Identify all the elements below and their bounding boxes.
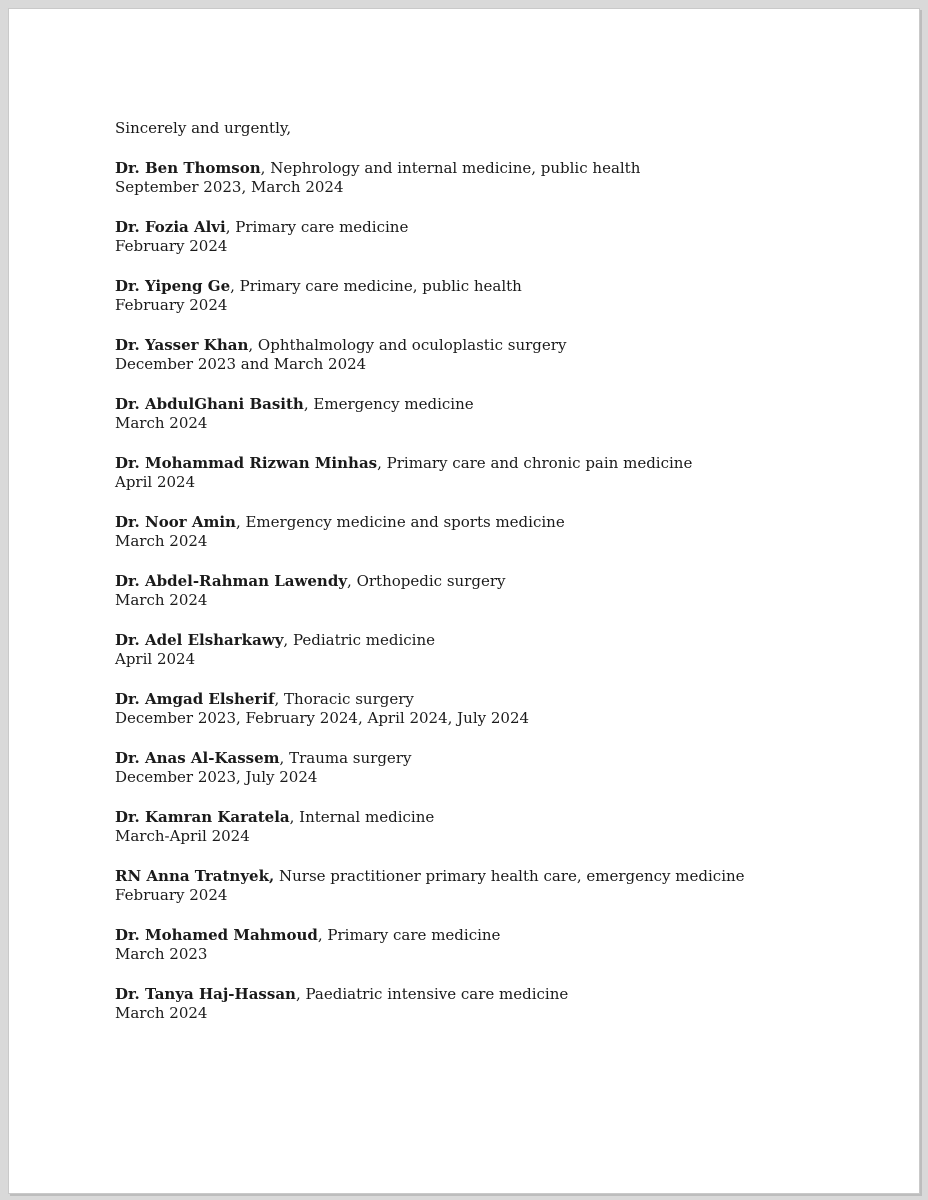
signatory-separator: , bbox=[347, 571, 357, 590]
signatory-separator: , bbox=[289, 807, 300, 826]
signatory-name: Dr. Amgad Elsherif bbox=[115, 689, 275, 708]
signatory-dates: September 2023, March 2024 bbox=[115, 178, 344, 196]
signatory-name: Dr. Abdel-Rahman Lawendy bbox=[115, 571, 348, 590]
signatory-specialty: Internal medicine bbox=[299, 807, 435, 826]
signatory-title-line bbox=[115, 277, 875, 297]
signatory-title-line bbox=[115, 336, 875, 356]
closing-line: Sincerely and urgently, bbox=[115, 119, 292, 137]
signatory-dates: March 2024 bbox=[115, 532, 208, 550]
signatory-entry bbox=[115, 336, 875, 375]
signatory-separator: , bbox=[377, 453, 387, 472]
signatory-entry bbox=[115, 513, 875, 552]
signatory-entry bbox=[115, 985, 875, 1024]
signatory-separator: , bbox=[303, 394, 314, 413]
signatory-name: Dr. AbdulGhani Basith bbox=[115, 394, 304, 413]
signatory-entry bbox=[115, 631, 875, 670]
signatory-separator: , bbox=[274, 689, 285, 708]
signatory-name: Dr. Mohammad Rizwan Minhas bbox=[115, 453, 378, 472]
signatory-name: Dr. Kamran Karatela bbox=[115, 807, 290, 826]
letter-body bbox=[115, 119, 875, 1044]
signatory-name: Dr. Mohamed Mahmoud bbox=[115, 925, 318, 944]
signatory-specialty: Primary care medicine bbox=[327, 925, 501, 944]
signatory-title-line bbox=[115, 218, 875, 238]
signatory-entry bbox=[115, 867, 875, 906]
signatory-title-line bbox=[115, 926, 875, 946]
signatory-dates: March 2024 bbox=[115, 591, 208, 609]
signatory-name: Dr. Noor Amin bbox=[115, 512, 236, 531]
signatory-separator: , bbox=[230, 276, 240, 295]
signatory-entry bbox=[115, 454, 875, 493]
signatory-name: Dr. Adel Elsharkawy bbox=[115, 630, 284, 649]
signatory-separator: , bbox=[317, 925, 328, 944]
signatory-entry bbox=[115, 277, 875, 316]
signatory-title-line bbox=[115, 513, 875, 533]
signatory-name: Dr. Ben Thomson bbox=[115, 158, 261, 177]
signatory-entry bbox=[115, 690, 875, 729]
signatory-specialty: Thoracic surgery bbox=[284, 689, 414, 708]
signatory-name: Dr. Yipeng Ge bbox=[115, 276, 231, 295]
signatory-specialty: Emergency medicine bbox=[313, 394, 474, 413]
signatory-name: RN Anna Tratnyek, bbox=[115, 866, 275, 885]
signatory-dates: March-April 2024 bbox=[115, 827, 250, 845]
signatory-dates: February 2024 bbox=[115, 886, 228, 904]
signatory-specialty: Nurse practitioner primary health care, emergency medicine bbox=[278, 866, 745, 885]
signatory-dates: April 2024 bbox=[115, 650, 196, 668]
document-page bbox=[8, 8, 920, 1194]
signatory-dates: February 2024 bbox=[115, 237, 228, 255]
signatory-name: Dr. Yasser Khan bbox=[115, 335, 249, 354]
signatory-dates: March 2023 bbox=[115, 945, 208, 963]
signatory-title-line bbox=[115, 808, 875, 828]
signatory-separator: , bbox=[225, 217, 236, 236]
signatory-title-line bbox=[115, 572, 875, 592]
signatory-title-line bbox=[115, 867, 875, 887]
signatory-specialty: Trauma surgery bbox=[289, 748, 412, 767]
signatory-title-line bbox=[115, 690, 875, 710]
signatory-specialty: Paediatric intensive care medicine bbox=[305, 984, 569, 1003]
signatory-separator: , bbox=[279, 748, 290, 767]
signatory-entry bbox=[115, 572, 875, 611]
signatory-separator: , bbox=[260, 158, 271, 177]
signatory-dates: February 2024 bbox=[115, 296, 228, 314]
signatory-title-line bbox=[115, 159, 875, 179]
signatory-separator: , bbox=[235, 512, 246, 531]
signatory-dates: December 2023, February 2024, April 2024, July 2024 bbox=[115, 709, 530, 727]
signatory-entry bbox=[115, 159, 875, 198]
signatory-title-line bbox=[115, 749, 875, 769]
signatory-entry bbox=[115, 808, 875, 847]
signatory-specialty: Orthopedic surgery bbox=[356, 571, 506, 590]
signatory-specialty: Emergency medicine and sports medicine bbox=[245, 512, 565, 531]
signatory-separator: , bbox=[295, 984, 306, 1003]
signatory-dates: March 2024 bbox=[115, 1004, 208, 1022]
signatory-specialty: Pediatric medicine bbox=[292, 630, 436, 649]
signatory-specialty: Nephrology and internal medicine, public health bbox=[270, 158, 641, 177]
signatory-title-line bbox=[115, 985, 875, 1005]
signatory-entry bbox=[115, 749, 875, 788]
signatory-entry bbox=[115, 926, 875, 965]
signatory-name: Dr. Anas Al-Kassem bbox=[115, 748, 280, 767]
signatory-title-line bbox=[115, 631, 875, 651]
signatory-title-line bbox=[115, 454, 875, 474]
signatory-specialty: Ophthalmology and oculoplastic surgery bbox=[257, 335, 567, 354]
signatory-dates: March 2024 bbox=[115, 414, 208, 432]
signatory-separator: , bbox=[283, 630, 293, 649]
signatory-entry bbox=[115, 395, 875, 434]
signatory-dates: April 2024 bbox=[115, 473, 196, 491]
signatory-separator: , bbox=[248, 335, 258, 354]
signatory-dates: December 2023 and March 2024 bbox=[115, 355, 367, 373]
signatory-specialty: Primary care medicine, public health bbox=[239, 276, 522, 295]
signatory-title-line bbox=[115, 395, 875, 415]
signatory-entry bbox=[115, 218, 875, 257]
signatory-name: Dr. Fozia Alvi bbox=[115, 217, 226, 236]
signatory-specialty: Primary care medicine bbox=[235, 217, 409, 236]
signatory-specialty: Primary care and chronic pain medicine bbox=[386, 453, 693, 472]
signatory-dates: December 2023, July 2024 bbox=[115, 768, 318, 786]
signatory-name: Dr. Tanya Haj-Hassan bbox=[115, 984, 296, 1003]
